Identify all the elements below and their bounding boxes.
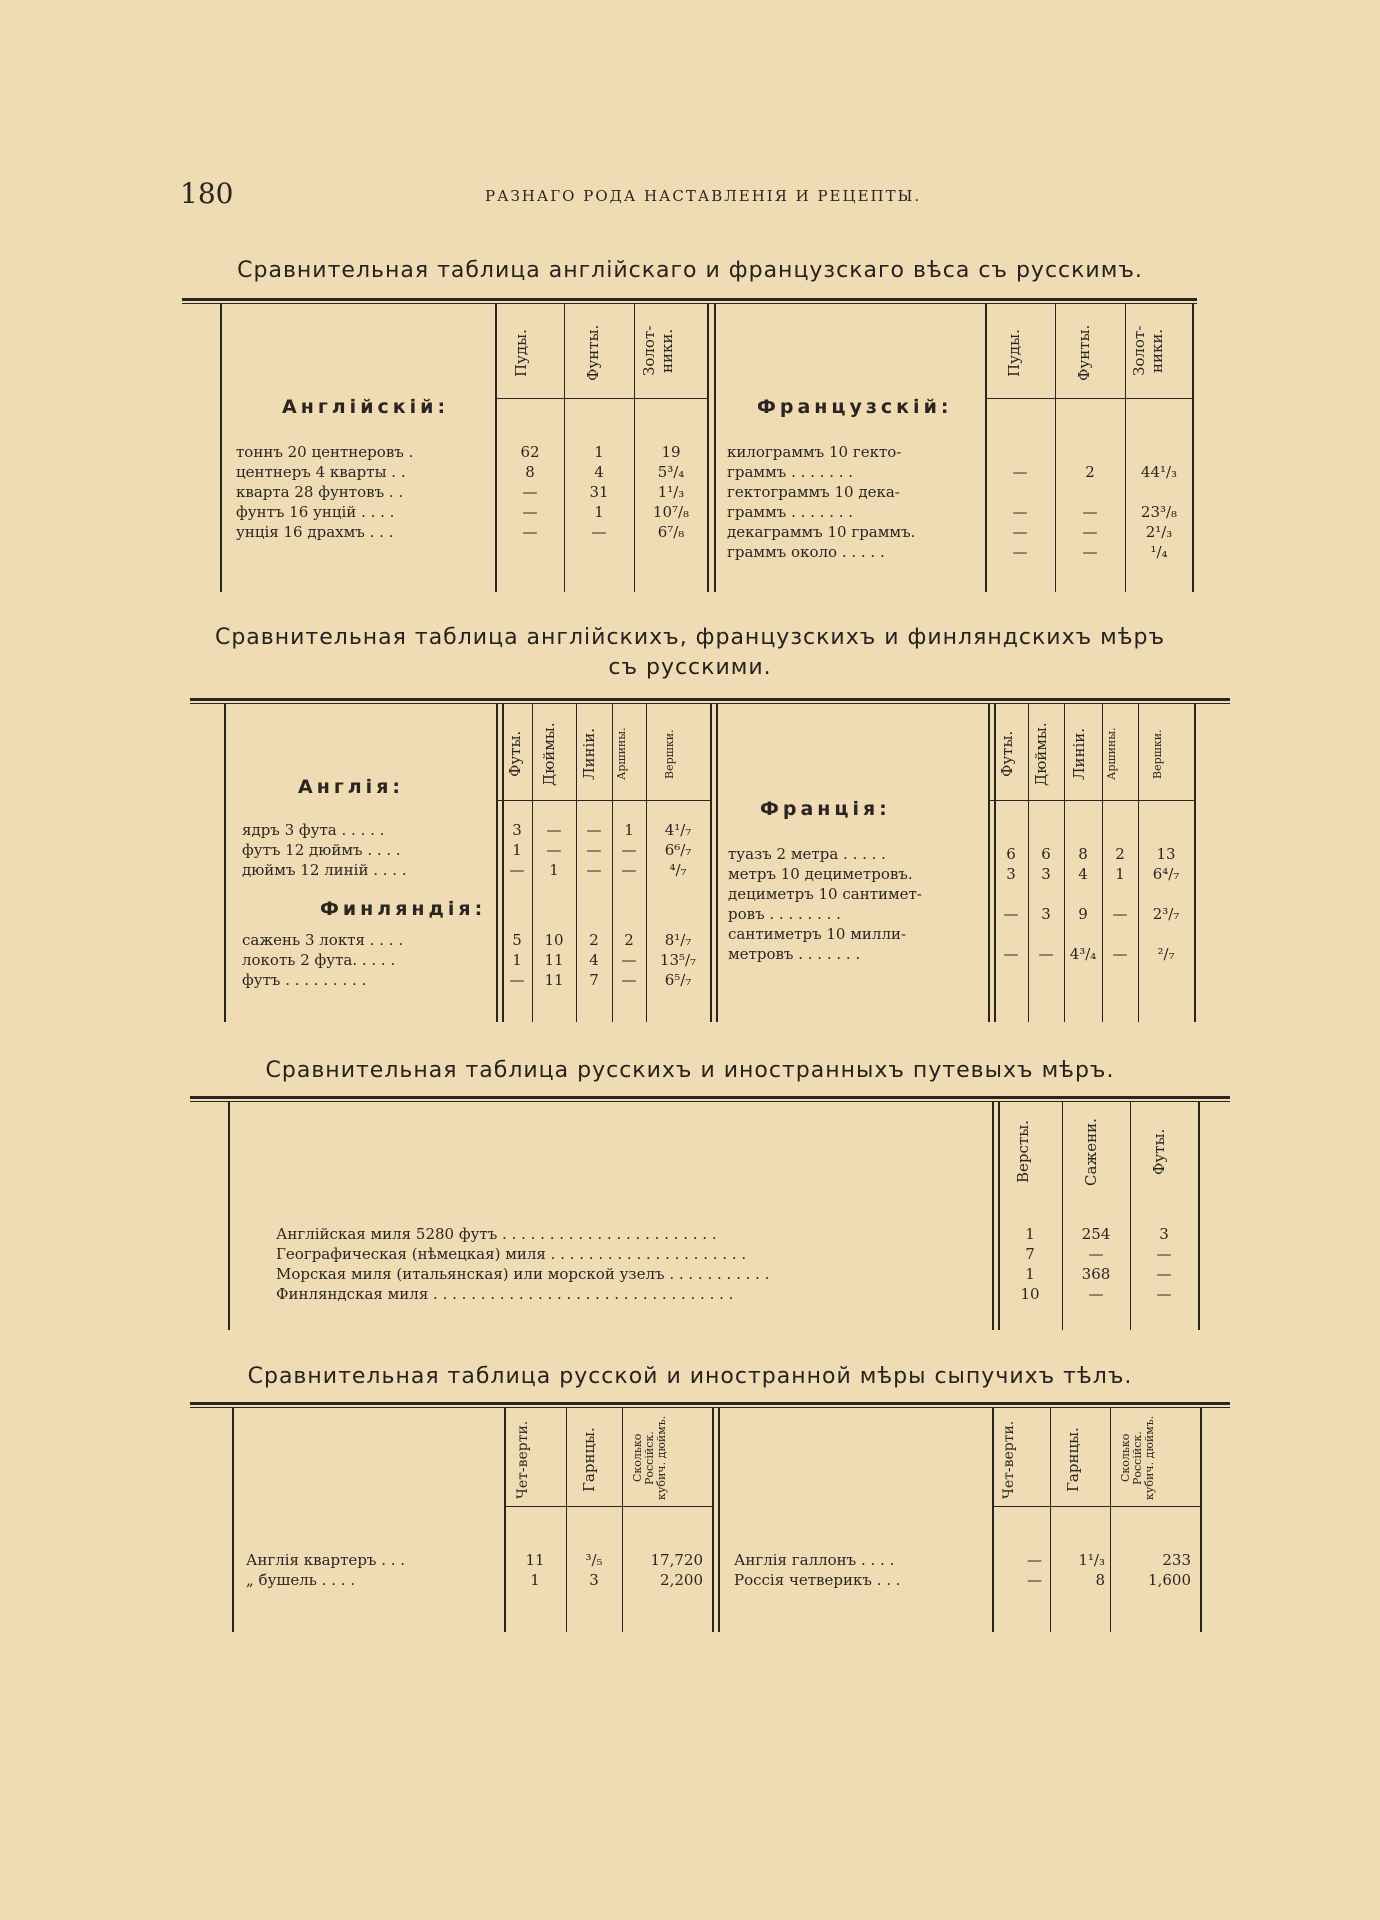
weight-right-row-label-text: гектограммъ 10 дека- bbox=[727, 483, 900, 501]
dry-left-row-leader-dots: . . . bbox=[376, 1551, 406, 1569]
weight-right-row-label bbox=[727, 522, 983, 542]
road-row-cell: — bbox=[1088, 1285, 1104, 1303]
length-france-row-leader-dots: . . . . . bbox=[838, 845, 886, 863]
length-france-row-cell: 3 bbox=[1041, 905, 1051, 923]
dry-right-row-label-text: Россія четверикъ bbox=[734, 1571, 872, 1589]
length-left-col-vershki: Вершки. bbox=[663, 729, 676, 779]
road-row-cell: — bbox=[1156, 1265, 1172, 1283]
road-row-cell: 3 bbox=[1159, 1225, 1169, 1243]
weight-right-row-cell: 23³/₈ bbox=[1140, 503, 1178, 521]
weight-left-row-cell: — bbox=[522, 523, 538, 541]
length-france-row-label-text: сантиметръ 10 милли- bbox=[728, 925, 907, 943]
weight-left-col-zolotniki: Золот-ники. bbox=[640, 325, 676, 377]
dry-right-row-leader-dots: . . . . bbox=[856, 1551, 895, 1569]
road-row-label-text: Англійская миля 5280 футъ bbox=[276, 1225, 498, 1243]
length-france-row-cell: 2 bbox=[1115, 845, 1125, 863]
weight-left-row-label-text: центнеръ 4 кварты bbox=[236, 463, 387, 481]
length-finland-row-cell: 11 bbox=[544, 971, 564, 989]
dry-left-row-cell: 3 bbox=[589, 1571, 599, 1589]
dry-right-row-cell: — bbox=[1027, 1571, 1042, 1589]
weight-right-row-label bbox=[727, 502, 983, 522]
weight-right-row-leader-dots: . . . . . . . bbox=[786, 463, 854, 481]
length-england-row-leader-dots: . . . . bbox=[368, 861, 407, 879]
length-finland-row-leader-dots: . . . . . . . . . bbox=[280, 971, 367, 989]
dry-table-title: Сравнительная таблица русской и иностранной мѣры сыпучихъ тѣлъ. bbox=[247, 1364, 1133, 1389]
weight-left-col-puds: Пуды. bbox=[512, 329, 530, 377]
weight-right-row-cell bbox=[1057, 482, 1123, 502]
weight-right-row-cell: ¹/₄ bbox=[1150, 543, 1168, 561]
dry-right-row-cell: — bbox=[1027, 1551, 1042, 1569]
length-finland-row-leader-dots: . . . . . bbox=[352, 951, 396, 969]
road-col-feet: Футы. bbox=[1150, 1128, 1168, 1176]
length-finland-row-label-text: футъ bbox=[242, 971, 281, 989]
weight-left-row-cell: 8 bbox=[525, 463, 535, 481]
length-finland-row-cell: 4 bbox=[589, 951, 599, 969]
length-finland-row-cell: 5 bbox=[512, 931, 522, 949]
weight-right-row-cell: 2 bbox=[1085, 463, 1095, 481]
dry-left-row-cell: 2,200 bbox=[660, 1571, 703, 1589]
road-row-cell: — bbox=[1156, 1245, 1172, 1263]
weight-right-row-cell bbox=[1127, 482, 1191, 502]
weight-left-row-label-text: фунтъ 16 унцій bbox=[236, 503, 357, 521]
length-finland-row-cell: — bbox=[621, 951, 637, 969]
road-row-leader-dots: . . . . . . . . . . . . . . . . . . . . . bbox=[545, 1245, 747, 1263]
length-france-row-label bbox=[728, 944, 986, 964]
dry-left-row-label-text: „ бушель bbox=[246, 1571, 317, 1589]
length-france-row-cell: 4³/₄ bbox=[1069, 945, 1097, 963]
length-france-row-cell: 3 bbox=[1006, 865, 1016, 883]
length-france-row-cell bbox=[1065, 884, 1101, 904]
length-right-col-lines: Линіи. bbox=[1070, 727, 1088, 781]
length-finland-row-cell: 10 bbox=[544, 931, 564, 949]
weight-left-row-label bbox=[236, 502, 492, 522]
length-right-col-vershki: Вершки. bbox=[1151, 729, 1164, 779]
dry-left-col-chetverti: Чет-верти. bbox=[515, 1420, 531, 1500]
weight-right-row-cell: — bbox=[1082, 543, 1098, 561]
length-england-row-leader-dots: . . . . . bbox=[336, 821, 385, 839]
road-row-cell: — bbox=[1088, 1245, 1104, 1263]
length-finland-row-cell: 7 bbox=[589, 971, 599, 989]
road-col-sazheni: Сажени. bbox=[1082, 1118, 1100, 1186]
length-france-row-cell: 9 bbox=[1078, 905, 1088, 923]
length-france-row-cell: — bbox=[1038, 945, 1054, 963]
weight-right-row-leader-dots: . . . . . bbox=[837, 543, 885, 561]
road-row-cell: 254 bbox=[1081, 1225, 1111, 1243]
weight-right-row-label bbox=[727, 442, 983, 462]
length-left-col-lines: Линіи. bbox=[580, 727, 598, 781]
length-right-col-inches: Дюймы. bbox=[1032, 722, 1050, 786]
length-france-row-leader-dots: . . . . . . . bbox=[793, 945, 861, 963]
length-france-row-cell: 6 bbox=[1006, 845, 1016, 863]
dry-left-row-cell: 1 bbox=[530, 1571, 540, 1589]
road-row-leader-dots: . . . . . . . . . . . . . . . . . . . . . . . . . . . . . . . . bbox=[428, 1285, 734, 1303]
length-france-row-cell: 1 bbox=[1115, 865, 1125, 883]
dry-right-col-cubic-inches: Сколько Россійск. кубич. дюймъ. bbox=[1119, 1415, 1156, 1501]
dry-right-col-garntsy: Гарнцы. bbox=[1064, 1427, 1082, 1493]
weight-left-row-leader-dots: . . . . bbox=[356, 503, 395, 521]
dry-right-row-cell: 233 bbox=[1162, 1551, 1191, 1569]
length-france-row-cell: — bbox=[1112, 945, 1128, 963]
length-england-row-cell: 1 bbox=[624, 821, 634, 839]
weight-left-row-label-text: кварта 28 фунтовъ bbox=[236, 483, 385, 501]
length-england-row-cell: — bbox=[546, 841, 562, 859]
weight-right-row-label-text: граммъ bbox=[727, 463, 787, 481]
road-row-label bbox=[276, 1244, 990, 1264]
length-england-row-cell: ⁴/₇ bbox=[669, 861, 687, 879]
road-row-leader-dots: . . . . . . . . . . . . . . . . . . . . . . . bbox=[497, 1225, 717, 1243]
road-row-label bbox=[276, 1264, 990, 1284]
length-england-row-cell: — bbox=[546, 821, 562, 839]
length-table-title-line1: Сравнительная таблица англійскихъ, французскихъ и финляндскихъ мѣръ bbox=[214, 625, 1166, 650]
weight-left-row-label bbox=[236, 482, 492, 502]
length-finland-row-cell: — bbox=[509, 971, 525, 989]
weight-left-row-cell: 5³/₄ bbox=[657, 463, 685, 481]
weight-left-row-cell: 19 bbox=[661, 443, 681, 461]
length-england-row-label-text: дюймъ 12 линій bbox=[242, 861, 369, 879]
length-england-row-cell: — bbox=[586, 841, 602, 859]
length-england-row-cell: — bbox=[586, 861, 602, 879]
dry-right-row-label-text: Англія галлонъ bbox=[734, 1551, 857, 1569]
dry-right-row-label bbox=[734, 1570, 990, 1590]
weight-left-row-label bbox=[236, 522, 492, 542]
length-france-row-leader-dots: . . . . . . . . bbox=[764, 905, 841, 923]
weight-right-row-label bbox=[727, 462, 983, 482]
page-number: 180 bbox=[180, 177, 234, 210]
dry-right-row-cell: 1¹/₃ bbox=[1078, 1551, 1105, 1569]
length-england-row-label-text: ядръ 3 фута bbox=[242, 821, 337, 839]
length-finland-row-cell: 2 bbox=[589, 931, 599, 949]
road-row-label-text: Морская миля (итальянская) или морской узелъ bbox=[276, 1265, 665, 1283]
length-left-col-arshins: Аршины. bbox=[615, 727, 628, 781]
length-finland-row-label bbox=[242, 950, 494, 970]
weight-right-col-puds: Пуды. bbox=[1005, 329, 1023, 377]
weight-right-row-leader-dots: . . . . . . . bbox=[786, 503, 854, 521]
weight-right-row-label bbox=[727, 542, 983, 562]
road-row-label-text: Географическая (нѣмецкая) миля bbox=[276, 1245, 546, 1263]
dry-right-row-label bbox=[734, 1550, 990, 1570]
length-france-row-label bbox=[728, 924, 986, 944]
weight-right-row-label bbox=[727, 482, 983, 502]
road-row-label bbox=[276, 1284, 990, 1304]
length-france-row-cell: 8 bbox=[1078, 845, 1088, 863]
weight-left-row-leader-dots: . bbox=[403, 443, 414, 461]
dry-left-row-label-text: Англія квартеръ bbox=[246, 1551, 377, 1569]
length-finland-row-cell: 13⁵/₇ bbox=[659, 951, 697, 969]
length-finland-row-label-text: локоть 2 фута bbox=[242, 951, 353, 969]
weight-left-row-cell: — bbox=[522, 483, 538, 501]
weight-left-row-cell: 1¹/₃ bbox=[657, 483, 685, 501]
weight-left-row-cell: 62 bbox=[520, 443, 540, 461]
weight-right-row-cell: — bbox=[1082, 503, 1098, 521]
length-france-row-cell: 4 bbox=[1078, 865, 1088, 883]
weight-right-row-label-text: граммъ около bbox=[727, 543, 838, 561]
length-finland-row-leader-dots: . . . . bbox=[364, 931, 404, 949]
length-france-row-label bbox=[728, 864, 986, 884]
weight-left-row-cell: 1 bbox=[594, 503, 604, 521]
length-france-row-cell bbox=[1103, 924, 1137, 944]
dry-left-row-leader-dots: . . . . bbox=[316, 1571, 356, 1589]
length-france-row-cell: — bbox=[1003, 945, 1019, 963]
dry-right-row-leader-dots: . . . bbox=[871, 1571, 901, 1589]
road-row-cell: 1 bbox=[1025, 1265, 1035, 1283]
length-finland-row-cell: — bbox=[621, 971, 637, 989]
length-england-row-label bbox=[242, 820, 494, 840]
weight-left-row-cell: 6⁷/₈ bbox=[657, 523, 685, 541]
dry-left-row-cell: ³/₅ bbox=[585, 1551, 603, 1569]
dry-left-col-garntsy: Гарнцы. bbox=[580, 1427, 598, 1493]
length-france-row-cell: 3 bbox=[1041, 865, 1051, 883]
length-england-row-label bbox=[242, 840, 494, 860]
length-table-title-line2: съ русскими. bbox=[608, 655, 772, 680]
weight-left-row-label-text: тоннъ 20 центнеровъ bbox=[236, 443, 404, 461]
weight-right-row-cell: — bbox=[1012, 523, 1028, 541]
length-finland-row-label bbox=[242, 970, 494, 990]
page-header bbox=[180, 177, 1240, 210]
length-finland-row-cell: 1 bbox=[512, 951, 522, 969]
length-england-row-cell: 4¹/₇ bbox=[664, 821, 692, 839]
length-finland-row-cell: 6⁵/₇ bbox=[664, 971, 692, 989]
weight-right-row-cell bbox=[1057, 442, 1123, 462]
weight-left-row-label bbox=[236, 442, 492, 462]
weight-right-section: Французскій: bbox=[757, 396, 953, 418]
road-row-cell: 368 bbox=[1081, 1265, 1111, 1283]
length-france-row-cell: 6 bbox=[1041, 845, 1051, 863]
length-france-row-cell: 13 bbox=[1156, 845, 1176, 863]
length-right-col-arshins: Аршины. bbox=[1105, 727, 1118, 781]
weight-right-row-cell: 44¹/₃ bbox=[1140, 463, 1178, 481]
length-france-row-cell bbox=[1103, 884, 1137, 904]
weight-right-row-cell bbox=[987, 482, 1053, 502]
weight-right-row-leader-dots: . bbox=[910, 523, 916, 541]
weight-left-row-leader-dots: . . . bbox=[364, 523, 394, 541]
dry-right-row-cell: 1,600 bbox=[1148, 1571, 1191, 1589]
weight-left-row-label bbox=[236, 462, 492, 482]
road-row-cell: 10 bbox=[1020, 1285, 1040, 1303]
weight-left-row-cell: 31 bbox=[589, 483, 609, 501]
length-france-row-label-text: метръ 10 дециметровъ bbox=[728, 865, 908, 883]
length-england-row-label-text: футъ 12 дюймъ bbox=[242, 841, 363, 859]
length-france-row-cell: — bbox=[1112, 905, 1128, 923]
length-england-row-cell: 3 bbox=[512, 821, 522, 839]
weight-left-row-cell: 10⁷/₈ bbox=[652, 503, 690, 521]
length-finland-row-label-text: сажень 3 локтя bbox=[242, 931, 365, 949]
length-england-row-cell: — bbox=[586, 821, 602, 839]
weight-left-row-leader-dots: . . bbox=[386, 463, 406, 481]
weight-table-title: Сравнительная таблица англійскаго и французскаго вѣса съ русскимъ. bbox=[237, 258, 1143, 283]
weight-left-row-cell: 4 bbox=[594, 463, 604, 481]
weight-right-col-funty: Фунты. bbox=[1075, 324, 1093, 382]
length-england-row-label bbox=[242, 860, 494, 880]
weight-left-row-cell: — bbox=[591, 523, 607, 541]
length-france-row-cell: 2³/₇ bbox=[1152, 905, 1180, 923]
length-finland-row-cell: 2 bbox=[624, 931, 634, 949]
length-france-row-label bbox=[728, 904, 986, 924]
length-france-row-label-text: метровъ bbox=[728, 945, 794, 963]
length-france-row-label-text: ровъ bbox=[728, 905, 765, 923]
length-finland-row-label bbox=[242, 930, 494, 950]
road-row-leader-dots: . . . . . . . . . . . bbox=[664, 1265, 770, 1283]
length-france-row-label bbox=[728, 884, 986, 904]
length-england-row-leader-dots: . . . . bbox=[362, 841, 401, 859]
weight-right-row-cell: — bbox=[1012, 463, 1028, 481]
weight-right-row-cell: — bbox=[1012, 503, 1028, 521]
length-france-row-cell bbox=[1139, 924, 1193, 944]
dry-left-col-cubic-inches: Сколько Россійск. кубич. дюймъ. bbox=[631, 1415, 668, 1501]
length-england-row-cell: 1 bbox=[549, 861, 559, 879]
length-finland-row-cell: 11 bbox=[544, 951, 564, 969]
weight-right-row-cell: 2¹/₃ bbox=[1145, 523, 1173, 541]
weight-left-row-label-text: унція 16 драхмъ bbox=[236, 523, 365, 541]
length-france-row-cell bbox=[1065, 924, 1101, 944]
length-france-row-cell bbox=[994, 884, 1028, 904]
weight-left-row-leader-dots: . . bbox=[384, 483, 404, 501]
road-row-cell: 1 bbox=[1025, 1225, 1035, 1243]
length-france-row-label-text: дециметръ 10 сантимет- bbox=[728, 885, 922, 903]
length-england-row-cell: 6⁶/₇ bbox=[664, 841, 692, 859]
length-england-row-cell: 1 bbox=[512, 841, 522, 859]
weight-left-row-cell: 1 bbox=[594, 443, 604, 461]
length-france-row-leader-dots: . bbox=[907, 865, 913, 883]
length-england-row-cell: — bbox=[509, 861, 525, 879]
weight-right-row-label-text: граммъ bbox=[727, 503, 787, 521]
length-england-section: Англія: bbox=[298, 776, 404, 798]
weight-right-row-label-text: килограммъ 10 гекто- bbox=[727, 443, 902, 461]
weight-right-col-zolotniki: Золот-ники. bbox=[1130, 325, 1166, 377]
length-left-col-feet: Футы. bbox=[506, 730, 524, 778]
dry-left-row-cell: 11 bbox=[525, 1551, 545, 1569]
road-row-cell: — bbox=[1156, 1285, 1172, 1303]
length-france-row-cell: ²/₇ bbox=[1157, 945, 1175, 963]
dry-left-row-cell: 17,720 bbox=[650, 1551, 703, 1569]
road-row-label bbox=[276, 1224, 990, 1244]
weight-right-row-label-text: декаграммъ 10 граммъ bbox=[727, 523, 911, 541]
length-france-row-label-text: туазъ 2 метра bbox=[728, 845, 839, 863]
weight-right-row-cell: — bbox=[1082, 523, 1098, 541]
length-france-row-cell bbox=[1029, 924, 1063, 944]
dry-right-row-cell: 8 bbox=[1095, 1571, 1105, 1589]
length-england-row-cell: — bbox=[621, 861, 637, 879]
dry-right-col-chetverti: Чет-верти. bbox=[1001, 1420, 1017, 1500]
length-left-col-inches: Дюймы. bbox=[540, 722, 558, 786]
length-finland-row-cell: 8¹/₇ bbox=[664, 931, 692, 949]
road-table-title: Сравнительная таблица русскихъ и иностранныхъ путевыхъ мѣръ. bbox=[265, 1058, 1115, 1083]
length-france-row-cell: — bbox=[1003, 905, 1019, 923]
length-england-row-cell: — bbox=[621, 841, 637, 859]
road-row-cell: 7 bbox=[1025, 1245, 1035, 1263]
length-france-row-cell bbox=[1029, 884, 1063, 904]
length-france-section: Франція: bbox=[760, 798, 891, 820]
dry-left-row-label bbox=[246, 1570, 502, 1590]
length-finland-section: Финляндія: bbox=[320, 898, 487, 920]
road-col-versts: Версты. bbox=[1014, 1120, 1032, 1184]
weight-right-row-cell bbox=[1127, 442, 1191, 462]
weight-left-section: Англійскій: bbox=[282, 396, 450, 418]
length-right-col-feet: Футы. bbox=[998, 730, 1016, 778]
length-france-row-label bbox=[728, 844, 986, 864]
weight-left-col-funty: Фунты. bbox=[584, 324, 602, 382]
weight-right-row-cell: — bbox=[1012, 543, 1028, 561]
running-title: РАЗНАГО РОДА НАСТАВЛЕНІЯ И РЕЦЕПТЫ. bbox=[485, 187, 922, 205]
road-row-label-text: Финляндская миля bbox=[276, 1285, 429, 1303]
weight-right-row-cell bbox=[987, 442, 1053, 462]
dry-left-row-label bbox=[246, 1550, 502, 1570]
weight-left-row-cell: — bbox=[522, 503, 538, 521]
length-france-row-cell bbox=[994, 924, 1028, 944]
length-france-row-cell: 6⁴/₇ bbox=[1152, 865, 1180, 883]
length-france-row-cell bbox=[1139, 884, 1193, 904]
